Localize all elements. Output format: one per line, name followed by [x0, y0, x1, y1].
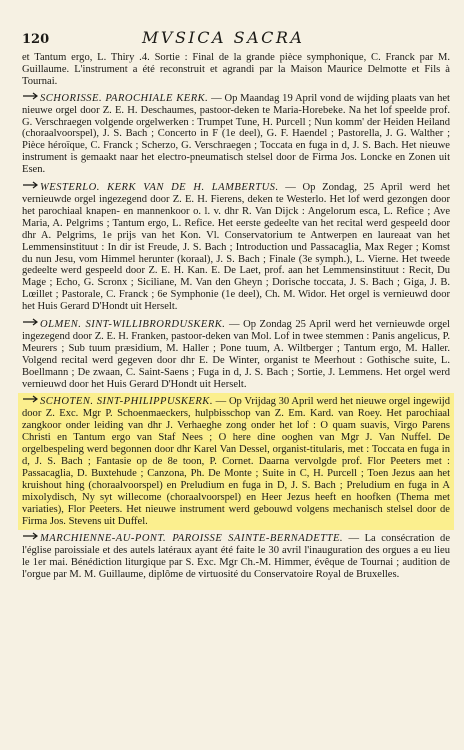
- entry-place: MARCHIENNE-AU-PONT. PAROISSE SAINTE-BERNADETTE.: [40, 533, 344, 545]
- entry-text: — Op Maandag 19 April vond de wijding plaats van het nieuwe orgel door Z. E. H. Deschaumes, pastoor-deken te Maria-Horebeke. Na het lof speelde prof. G. Verschraegen volgende orgelwerken : Trumpet Tune, H. Purcell ; Nun komm' der Heiden Heiland (choraalvoorspel), J. S. Bach ; Concerto in F (1e deel), G. F. Haendel ; Pastorella, J. G. Walther ; Pièce héroïque, C. Franck ; Scherzo, G. Verschraegen ; Toccata en fuga in d, J. S. Bach. Het nieuwe instrument is gemaakt naar het electro-pneumatisch stelsel door de Firma Jos. Loncke en Zonen uit Esen.: [22, 92, 450, 176]
- arrow-icon: [22, 532, 40, 540]
- entry-text: — Op Vrijdag 30 April werd het nieuwe orgel ingewijd door Z. Exc. Mgr P. Schoenmaeckers, hulpbisschop van Z. Em. Kard. van Roey. Het parochiaal zangkoor onder leiding van dhr J. Verhaeghe zong onder het lof : O quam suavis, Virgo Parens Christi en Tantum ergo van Staf Nees ; O here dine ooghen van Mgr J. Van Nuffel. De orgelbespeling werd begonnen door dhr Karel Van Dessel, organist-titularis, met : Toccata en fuga in d, J. S. Bach ; Fantasie op de 8e toon, P. Cornet. Daarna vervolgde prof. Flor Peeters met : Passacaglia, D. Buxtehude ; Canzona, Ph. De Monte ; Suite in C, H. Purcell ; Toen Jezus aan het kruishout hing (choraalvoorspel) en Preludium en fuga in D, J. S. Bach ; Preludium en fuga in A mixolydisch, Ny syt willecome (choraalvoorspel) en Heer Jezus heeft en hoofken (Thema met variaties), Flor Peeters. Het nieuwe instrument werd gebouwd volgens mechanisch stelsel door de Firma Jos. Stevens uit Duffel.: [22, 396, 450, 527]
- entry-place: WESTERLO. KERK VAN DE H. LAMBERTUS.: [40, 182, 279, 194]
- entry-westerlo: [22, 182, 450, 313]
- entry-marchienne: [22, 533, 450, 581]
- running-title: MVSICA SACRA: [142, 28, 305, 47]
- arrow-icon: [22, 181, 40, 189]
- entry-schorisse: [22, 93, 450, 176]
- entry-text: — Op Zondag 25 April werd het vernieuwde orgel ingezegend door Z. E. H. Franken, pastoor-deken van Mol. Lof in twee stemmen : Panis angelicus, P. Meurers ; Sub tuum præsidium, M. Haller ; Pone tuum, A. Wiltberger ; Tantum ergo, M. Haller. Volgend recital werd gegeven door dhr E. De Winter, organist te Meerhout : Gothische suite, L. Boellmann ; De zwaan, C. Saint-Saens ; Fuga in d, J. S. Bach ; Sortie, J. Lemmens. Het orgel werd vernieuwd door het Huis Gerard D'Hondt uit Herselt.: [22, 319, 450, 390]
- entry-place: OLMEN. SINT-WILLIBRORDUSKERK.: [40, 319, 226, 331]
- entry-schoten: [22, 396, 450, 527]
- intro-paragraph: et Tantum ergo, L. Thiry .4. Sortie : Final de la grande pièce symphonique, C. Franck par M. Guillaume. L'instrument a été reconstruit et agrandi par la Maison Maurice Delmotte et Fils à Tournai.: [22, 52, 450, 87]
- entry-place: SCHOTEN. SINT-PHILIPPUSKERK.: [40, 396, 213, 408]
- arrow-icon: [22, 395, 40, 403]
- page-header: [22, 28, 450, 48]
- arrow-icon: [22, 318, 40, 326]
- arrow-icon: [22, 92, 40, 100]
- entry-text: — La consécration de l'église paroissiale et des autels latéraux ayant été faite le 30 avril l'inauguration des orgues a eu lieu le 1er mai. Bénédiction liturgique par S. Exc. Mgr Ch.-M. Himmer, évêque de Tournai ; audition de l'orgue par M. M. Guillaume, diplôme de virtuosité du Conservatoire Royal de Bruxelles.: [22, 533, 450, 581]
- entry-place: SCHORISSE. PAROCHIALE KERK.: [40, 92, 209, 104]
- entry-olmen: [22, 319, 450, 390]
- entry-text: — Op Zondag, 25 April werd het vernieuwde orgel ingezegend door Z. E. H. Fierens, deken te Westerlo. Het lof werd gezongen door het parochiaal knapen- en mannenkoor o. l. v. dhr R. Van Dijck : Angelorum esca, L. Refice ; Ave Maria, A. Pelgrims ; Tantum ergo, L. Refice. Het eerste gedeelte van het recital werd gespeeld door dhr A. Pelgrims, 1e prijs van het Kon. Vl. Conservatorium te Antwerpen en laureaat van het Lemmensinstituut : In dir ist Freude, J. S. Bach ; Introduction und Passacaglia, Max Reger ; Komst du nun Jesu, vom Himmel herunter (koraal), J. S. Bach ; Finale (3e symph.), L. Vierne. Het tweede gedeelte werd gespeeld door Z. E. H. Kan. E. De Laet, prof. aan het Lemmensinstituut : Recit, Du Mage ; Echo, G. Scronx ; Siciliane, M. Van den Gheyn ; Dorische toccata, J. S. Bach ; Giga, J. B. Lœillet ; Pastorale, C. Franck ; 6e Symphonie (1e deel), Ch. M. Widor. Het orgel is vernieuwd door het Huis Gerard D'Hondt uit Herselt.: [22, 182, 450, 313]
- page: [22, 28, 450, 587]
- page-number: 120: [22, 32, 50, 47]
